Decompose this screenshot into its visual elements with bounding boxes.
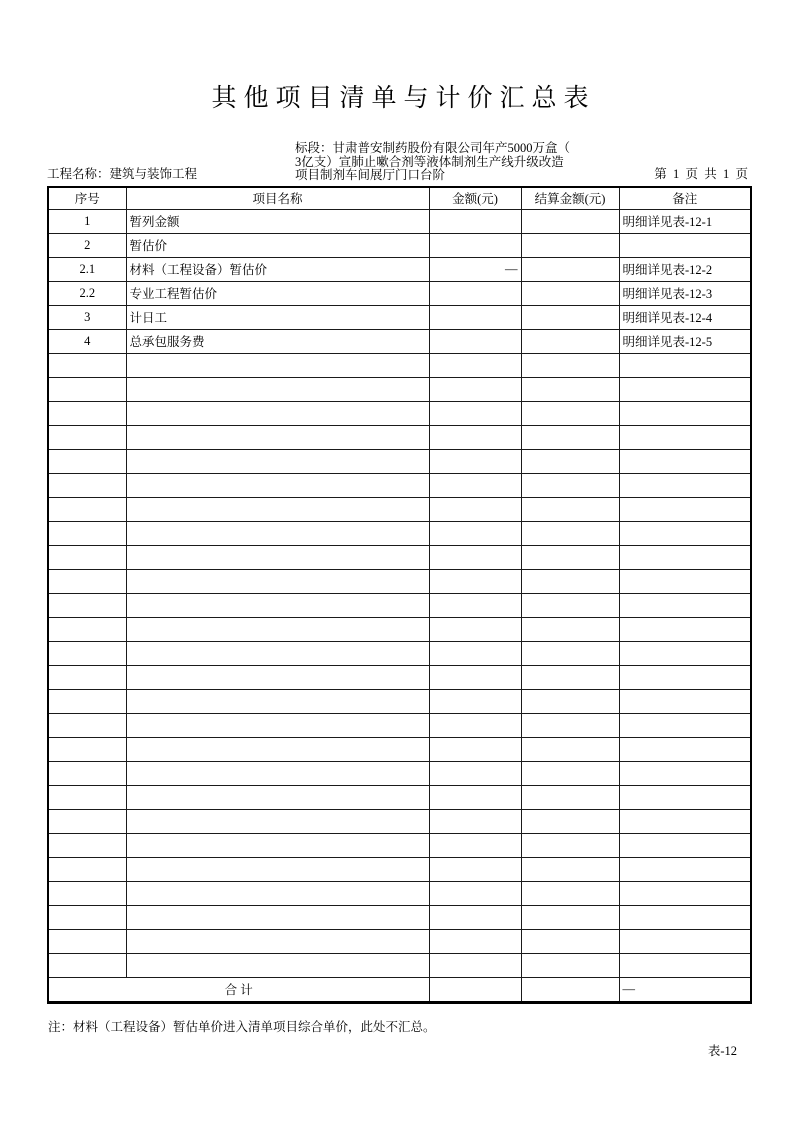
empty-row-amount-cell xyxy=(429,617,521,641)
empty-row-name-cell xyxy=(126,353,429,377)
table-row xyxy=(48,305,751,329)
table-row-remark-cell: 明细详见表-12-5 xyxy=(619,329,751,353)
empty-row xyxy=(48,377,751,401)
header-block xyxy=(47,142,750,183)
table-row-no-cell: 4 xyxy=(48,329,126,353)
empty-row-amount-cell xyxy=(429,785,521,809)
empty-row-remark-cell xyxy=(619,713,751,737)
empty-row-name-cell xyxy=(126,857,429,881)
empty-row-remark-cell xyxy=(619,785,751,809)
table-row-name-cell: 材料（工程设备）暂估价 xyxy=(126,257,429,281)
empty-row-name-cell xyxy=(126,641,429,665)
empty-row xyxy=(48,737,751,761)
empty-row-no-cell xyxy=(48,809,126,833)
empty-row-no-cell xyxy=(48,881,126,905)
empty-row-amount-cell xyxy=(429,401,521,425)
total-remark-cell: — xyxy=(619,977,751,1002)
total-amount-cell xyxy=(429,977,521,1002)
empty-row-remark-cell xyxy=(619,593,751,617)
table-row-amount-cell xyxy=(429,233,521,257)
empty-row-amount-cell xyxy=(429,833,521,857)
table-row xyxy=(48,257,751,281)
empty-row-remark-cell xyxy=(619,377,751,401)
empty-row-name-cell xyxy=(126,473,429,497)
table-row-no-cell: 2.2 xyxy=(48,281,126,305)
total-row xyxy=(48,977,751,1002)
table-row-name-cell: 计日工 xyxy=(126,305,429,329)
empty-row-settle-cell xyxy=(521,761,619,785)
empty-row-amount-cell xyxy=(429,497,521,521)
empty-row xyxy=(48,761,751,785)
table-row xyxy=(48,233,751,257)
table-row-amount-cell: — xyxy=(429,257,521,281)
header-cell-amount: 金额(元) xyxy=(429,187,521,210)
empty-row-name-cell xyxy=(126,449,429,473)
empty-row-no-cell xyxy=(48,401,126,425)
empty-row xyxy=(48,545,751,569)
empty-row-settle-cell xyxy=(521,497,619,521)
empty-row-no-cell xyxy=(48,473,126,497)
empty-row-settle-cell xyxy=(521,425,619,449)
table-row-amount-cell xyxy=(429,209,521,233)
table-row-name-cell: 暂估价 xyxy=(126,233,429,257)
table-row-remark-cell: 明细详见表-12-4 xyxy=(619,305,751,329)
empty-row-name-cell xyxy=(126,617,429,641)
empty-row-amount-cell xyxy=(429,905,521,929)
empty-row-remark-cell xyxy=(619,425,751,449)
empty-row xyxy=(48,833,751,857)
empty-row-no-cell xyxy=(48,617,126,641)
empty-row-remark-cell xyxy=(619,761,751,785)
empty-row-settle-cell xyxy=(521,881,619,905)
table-row-no-cell: 1 xyxy=(48,209,126,233)
empty-row-remark-cell xyxy=(619,401,751,425)
empty-row-settle-cell xyxy=(521,617,619,641)
empty-row-settle-cell xyxy=(521,641,619,665)
empty-row-remark-cell xyxy=(619,665,751,689)
empty-row-amount-cell xyxy=(429,689,521,713)
empty-row-no-cell xyxy=(48,929,126,953)
empty-row xyxy=(48,785,751,809)
empty-row-amount-cell xyxy=(429,953,521,977)
empty-row-remark-cell xyxy=(619,521,751,545)
table-row-name-cell: 总承包服务费 xyxy=(126,329,429,353)
table-row-settle-cell xyxy=(521,233,619,257)
empty-row-name-cell xyxy=(126,929,429,953)
section-line-2: 3亿支）宣肺止嗽合剂等液体制剂生产线升级改造 xyxy=(295,154,564,169)
empty-row xyxy=(48,473,751,497)
empty-row-amount-cell xyxy=(429,737,521,761)
table-row-no-cell: 3 xyxy=(48,305,126,329)
empty-row xyxy=(48,497,751,521)
empty-row-settle-cell xyxy=(521,689,619,713)
empty-row xyxy=(48,641,751,665)
empty-row-amount-cell xyxy=(429,593,521,617)
table-row-settle-cell xyxy=(521,257,619,281)
section-line-3: 项目制剂车间展厅门口台阶 xyxy=(295,168,446,182)
empty-row-amount-cell xyxy=(429,665,521,689)
empty-row xyxy=(48,353,751,377)
empty-row-amount-cell xyxy=(429,521,521,545)
empty-row-no-cell xyxy=(48,425,126,449)
table-row-settle-cell xyxy=(521,209,619,233)
empty-row xyxy=(48,713,751,737)
empty-row-settle-cell xyxy=(521,737,619,761)
empty-row-no-cell xyxy=(48,785,126,809)
header-cell-no: 序号 xyxy=(48,187,126,210)
empty-row-amount-cell xyxy=(429,377,521,401)
empty-row-amount-cell xyxy=(429,713,521,737)
empty-row-name-cell xyxy=(126,761,429,785)
empty-row-name-cell xyxy=(126,737,429,761)
table-row-remark-cell: 明细详见表-12-1 xyxy=(619,209,751,233)
table-row-settle-cell xyxy=(521,281,619,305)
table-row-no-cell: 2.1 xyxy=(48,257,126,281)
empty-row-no-cell xyxy=(48,641,126,665)
empty-row-no-cell xyxy=(48,353,126,377)
empty-row-remark-cell xyxy=(619,881,751,905)
empty-row-no-cell xyxy=(48,665,126,689)
empty-row-name-cell xyxy=(126,953,429,977)
empty-row-settle-cell xyxy=(521,929,619,953)
empty-row-amount-cell xyxy=(429,857,521,881)
table-number-label: 表-12 xyxy=(707,1044,737,1058)
table-row-remark-cell xyxy=(619,233,751,257)
footnote: 注：材料（工程设备）暂估单价进入清单项目综合单价，此处不汇总。 xyxy=(48,1019,436,1034)
empty-row-no-cell xyxy=(48,569,126,593)
empty-row-remark-cell xyxy=(619,857,751,881)
empty-row xyxy=(48,857,751,881)
table-row-amount-cell xyxy=(429,329,521,353)
empty-row-no-cell xyxy=(48,521,126,545)
empty-row-no-cell xyxy=(48,761,126,785)
empty-row-no-cell xyxy=(48,497,126,521)
empty-row-settle-cell xyxy=(521,449,619,473)
table-header-row xyxy=(48,187,751,210)
table-row-name-cell: 暂列金额 xyxy=(126,209,429,233)
empty-row-amount-cell xyxy=(429,929,521,953)
page-number-info: 第 1 页 共 1 页 xyxy=(654,167,748,181)
header-cell-name: 项目名称 xyxy=(126,187,429,210)
empty-row-settle-cell xyxy=(521,713,619,737)
empty-row-settle-cell xyxy=(521,593,619,617)
table-row xyxy=(48,281,751,305)
empty-row-remark-cell xyxy=(619,641,751,665)
table-row-amount-cell xyxy=(429,305,521,329)
table-row-no-cell: 2 xyxy=(48,233,126,257)
empty-row-settle-cell xyxy=(521,521,619,545)
empty-row-settle-cell xyxy=(521,377,619,401)
empty-row-settle-cell xyxy=(521,857,619,881)
table-row-amount-cell xyxy=(429,281,521,305)
empty-row-name-cell xyxy=(126,689,429,713)
empty-row-name-cell xyxy=(126,905,429,929)
empty-row-no-cell xyxy=(48,689,126,713)
empty-row-name-cell xyxy=(126,401,429,425)
empty-row-remark-cell xyxy=(619,833,751,857)
empty-row-no-cell xyxy=(48,593,126,617)
empty-row-remark-cell xyxy=(619,497,751,521)
empty-row xyxy=(48,929,751,953)
empty-row-remark-cell xyxy=(619,689,751,713)
empty-row-no-cell xyxy=(48,857,126,881)
empty-row-remark-cell xyxy=(619,569,751,593)
empty-row-settle-cell xyxy=(521,665,619,689)
empty-row xyxy=(48,569,751,593)
empty-row-name-cell xyxy=(126,785,429,809)
empty-row-settle-cell xyxy=(521,569,619,593)
empty-row xyxy=(48,425,751,449)
summary-table xyxy=(47,186,752,1004)
empty-row-remark-cell xyxy=(619,617,751,641)
project-name-label: 工程名称：建筑与装饰工程 xyxy=(47,167,198,181)
total-settle-cell xyxy=(521,977,619,1002)
empty-row-amount-cell xyxy=(429,473,521,497)
empty-row-amount-cell xyxy=(429,425,521,449)
empty-row xyxy=(48,401,751,425)
empty-row-name-cell xyxy=(126,809,429,833)
empty-row-remark-cell xyxy=(619,809,751,833)
header-cell-settle: 结算金额(元) xyxy=(521,187,619,210)
empty-row-no-cell xyxy=(48,545,126,569)
empty-row-name-cell xyxy=(126,545,429,569)
empty-row-amount-cell xyxy=(429,545,521,569)
empty-row-name-cell xyxy=(126,377,429,401)
empty-row-amount-cell xyxy=(429,881,521,905)
empty-row xyxy=(48,689,751,713)
empty-row-settle-cell xyxy=(521,473,619,497)
empty-row-name-cell xyxy=(126,593,429,617)
empty-row-remark-cell xyxy=(619,953,751,977)
empty-row-settle-cell xyxy=(521,953,619,977)
empty-row-settle-cell xyxy=(521,545,619,569)
empty-row-amount-cell xyxy=(429,641,521,665)
empty-row-no-cell xyxy=(48,905,126,929)
table-row-name-cell: 专业工程暂估价 xyxy=(126,281,429,305)
empty-row-name-cell xyxy=(126,881,429,905)
header-cell-remark: 备注 xyxy=(619,187,751,210)
empty-row-no-cell xyxy=(48,713,126,737)
empty-row xyxy=(48,905,751,929)
table-row xyxy=(48,209,751,233)
empty-row-remark-cell xyxy=(619,473,751,497)
page-title: 其他项目清单与计价汇总表 xyxy=(211,85,596,112)
empty-row-name-cell xyxy=(126,713,429,737)
empty-row xyxy=(48,449,751,473)
empty-row xyxy=(48,809,751,833)
empty-row xyxy=(48,593,751,617)
empty-row xyxy=(48,953,751,977)
empty-row-no-cell xyxy=(48,737,126,761)
empty-row-settle-cell xyxy=(521,809,619,833)
empty-row-amount-cell xyxy=(429,353,521,377)
table-row-settle-cell xyxy=(521,329,619,353)
empty-row-no-cell xyxy=(48,833,126,857)
empty-row xyxy=(48,521,751,545)
section-description xyxy=(295,142,695,183)
table-row-remark-cell: 明细详见表-12-2 xyxy=(619,257,751,281)
empty-row-remark-cell xyxy=(619,353,751,377)
table-body xyxy=(48,209,751,977)
empty-row-amount-cell xyxy=(429,449,521,473)
empty-row-remark-cell xyxy=(619,449,751,473)
empty-row-name-cell xyxy=(126,425,429,449)
empty-row-no-cell xyxy=(48,449,126,473)
empty-row-name-cell xyxy=(126,521,429,545)
empty-row-name-cell xyxy=(126,833,429,857)
empty-row-settle-cell xyxy=(521,353,619,377)
empty-row-amount-cell xyxy=(429,569,521,593)
empty-row-remark-cell xyxy=(619,905,751,929)
empty-row-settle-cell xyxy=(521,785,619,809)
empty-row xyxy=(48,881,751,905)
empty-row-remark-cell xyxy=(619,737,751,761)
empty-row-settle-cell xyxy=(521,401,619,425)
total-label-cell: 合 计 xyxy=(48,977,429,1002)
empty-row xyxy=(48,665,751,689)
table-row xyxy=(48,329,751,353)
empty-row-name-cell xyxy=(126,665,429,689)
table-row-remark-cell: 明细详见表-12-3 xyxy=(619,281,751,305)
empty-row-amount-cell xyxy=(429,809,521,833)
table-row-settle-cell xyxy=(521,305,619,329)
empty-row-amount-cell xyxy=(429,761,521,785)
empty-row-settle-cell xyxy=(521,905,619,929)
empty-row-no-cell xyxy=(48,953,126,977)
empty-row-name-cell xyxy=(126,569,429,593)
empty-row-no-cell xyxy=(48,377,126,401)
empty-row-settle-cell xyxy=(521,833,619,857)
empty-row xyxy=(48,617,751,641)
empty-row-remark-cell xyxy=(619,929,751,953)
empty-row-name-cell xyxy=(126,497,429,521)
section-line-1: 标段：甘肃普安制药股份有限公司年产5000万盒（ xyxy=(295,141,571,155)
empty-row-remark-cell xyxy=(619,545,751,569)
